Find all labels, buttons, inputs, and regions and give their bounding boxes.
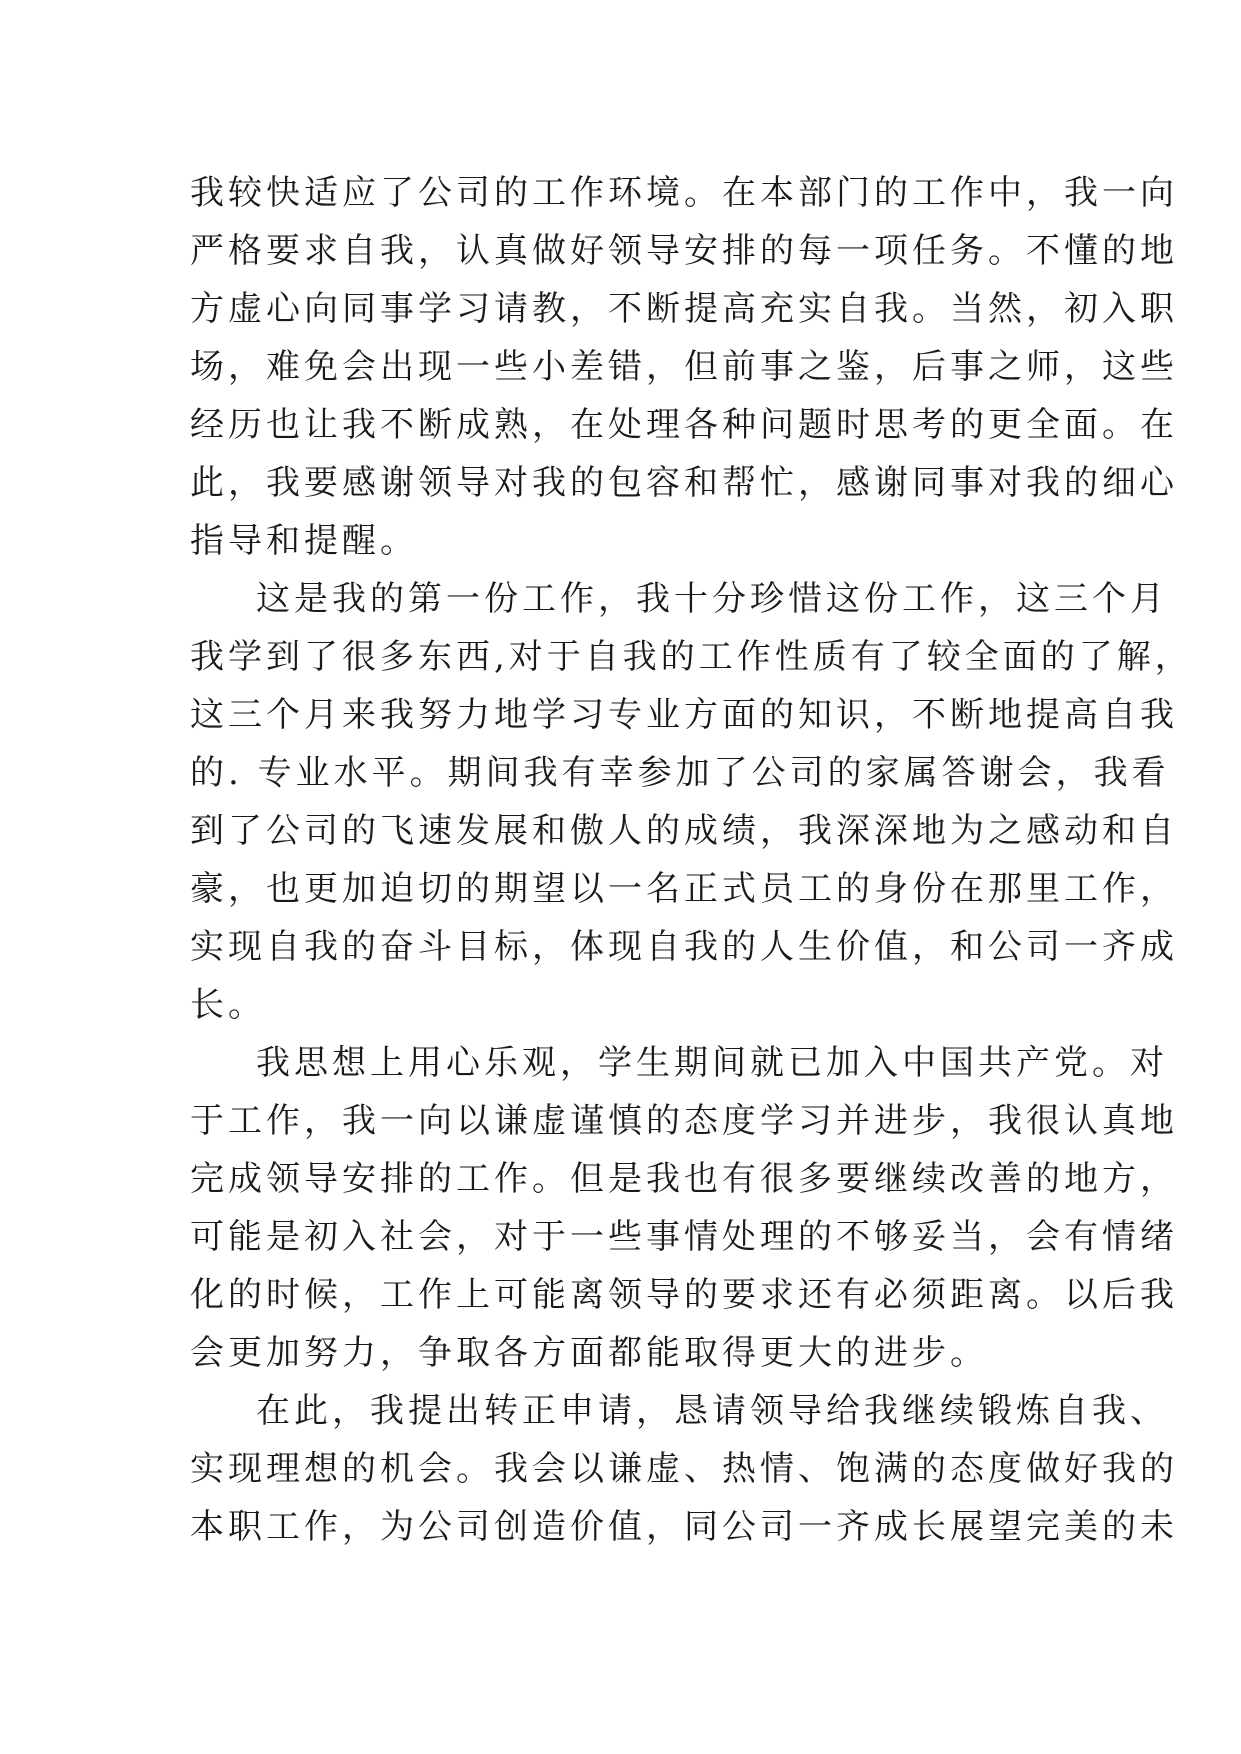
paragraph-line: 豪，也更加迫切的期望以一名正式员工的身份在那里工作， bbox=[190, 869, 1178, 909]
paragraph-4 bbox=[190, 1382, 1178, 1556]
paragraph-2 bbox=[190, 570, 1193, 1034]
paragraph-line: 经历也让我不断成熟，在处理各种问题时思考的更全面。在 bbox=[190, 405, 1178, 445]
paragraph-line: 严格要求自我，认真做好领导安排的每一项任务。不懂的地 bbox=[190, 231, 1178, 271]
document-body bbox=[190, 164, 1193, 1556]
paragraph-line: 我思想上用心乐观，学生期间就已加入中国共产党。对 bbox=[256, 1043, 1168, 1083]
paragraph-3 bbox=[190, 1034, 1178, 1382]
paragraph-line: 会更加努力，争取各方面都能取得更大的进步。 bbox=[190, 1333, 988, 1373]
paragraph-line: 实现理想的机会。我会以谦虚、热情、饱满的态度做好我的 bbox=[190, 1449, 1178, 1489]
paragraph-line: 我学到了很多东西,对于自我的工作性质有了较全面的了解， bbox=[190, 637, 1193, 677]
paragraph-line: 这是我的第一份工作，我十分珍惜这份工作，这三个月 bbox=[256, 579, 1168, 619]
paragraph-line: 我较快适应了公司的工作环境。在本部门的工作中，我一向 bbox=[190, 173, 1178, 213]
paragraph-line: 实现自我的奋斗目标，体现自我的人生价值，和公司一齐成 bbox=[190, 927, 1178, 967]
paragraph-line: 此，我要感谢领导对我的包容和帮忙，感谢同事对我的细心 bbox=[190, 463, 1178, 503]
paragraph-line: 在此，我提出转正申请，恳请领导给我继续锻炼自我、 bbox=[256, 1391, 1168, 1431]
paragraph-line: 到了公司的飞速发展和傲人的成绩，我深深地为之感动和自 bbox=[190, 811, 1178, 851]
paragraph-line: 完成领导安排的工作。但是我也有很多要继续改善的地方， bbox=[190, 1159, 1178, 1199]
paragraph-line: 指导和提醒。 bbox=[190, 521, 418, 561]
paragraph-line: 场，难免会出现一些小差错，但前事之鉴，后事之师，这些 bbox=[190, 347, 1178, 387]
paragraph-1 bbox=[190, 164, 1178, 570]
paragraph-line: 长。 bbox=[190, 985, 266, 1025]
paragraph-line: 于工作，我一向以谦虚谨慎的态度学习并进步，我很认真地 bbox=[190, 1101, 1178, 1141]
paragraph-line: 的. 专业水平。期间我有幸参加了公司的家属答谢会，我看 bbox=[190, 753, 1170, 793]
paragraph-line: 方虚心向同事学习请教，不断提高充实自我。当然，初入职 bbox=[190, 289, 1178, 329]
paragraph-line: 可能是初入社会，对于一些事情处理的不够妥当，会有情绪 bbox=[190, 1217, 1178, 1257]
paragraph-line: 化的时候，工作上可能离领导的要求还有必须距离。以后我 bbox=[190, 1275, 1178, 1315]
paragraph-line: 本职工作，为公司创造价值，同公司一齐成长展望完美的未 bbox=[190, 1507, 1178, 1547]
paragraph-line: 这三个月来我努力地学习专业方面的知识，不断地提高自我 bbox=[190, 695, 1178, 735]
